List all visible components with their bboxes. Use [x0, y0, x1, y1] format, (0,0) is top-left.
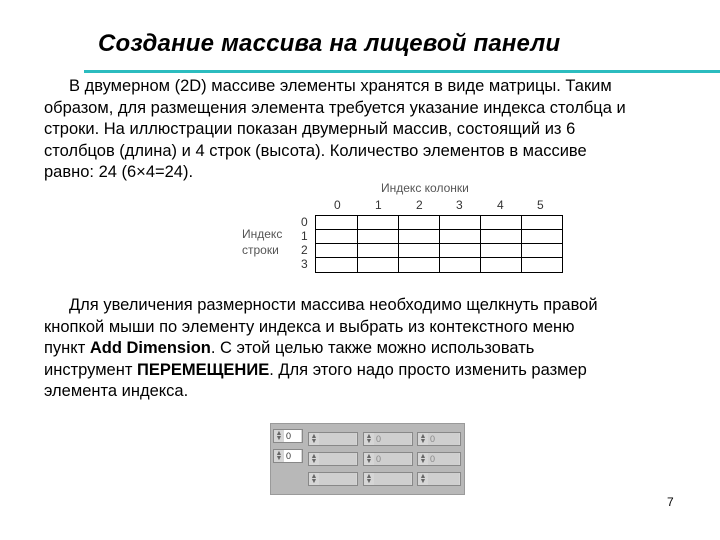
intro-paragraph — [44, 76, 684, 184]
row-index-3: 3 — [301, 257, 308, 271]
dim-line-4-pre: инструмент — [44, 360, 137, 379]
array-control-panel — [270, 423, 465, 495]
array-cell[interactable]: ▲ ▼ 0 — [417, 452, 461, 466]
index-control-2[interactable] — [273, 449, 303, 463]
array-cell[interactable]: ▲ ▼ 0 — [363, 452, 413, 466]
array-cell[interactable] — [363, 472, 413, 486]
spin-arrows-icon: ▲ ▼ — [419, 453, 427, 465]
row-index-label-2: строки — [242, 243, 279, 257]
array-grid — [315, 215, 563, 273]
intro-line-3: строки. На иллюстрации показан двумерный массив, состоящий из 6 — [44, 120, 576, 138]
array-cell[interactable] — [308, 432, 358, 446]
dim-line-2: кнопкой мыши по элементу индекса и выбрать из контекстного меню — [44, 317, 575, 336]
spin-arrows-icon: ▲ ▼ — [310, 433, 318, 445]
array-cell[interactable] — [417, 472, 461, 486]
spin-arrows-icon: ▲ ▼ — [310, 453, 318, 465]
slide-title: Создание массива на лицевой панели — [98, 30, 561, 57]
column-index-1: 1 — [375, 198, 382, 212]
spin-arrows-icon[interactable]: ▲ ▼ — [275, 450, 283, 462]
move-tool-term: ПЕРЕМЕЩЕНИЕ — [136, 360, 270, 379]
intro-line-5: равно: 24 (6×4=24). — [44, 163, 194, 181]
column-index-3: 3 — [456, 198, 463, 212]
spin-arrows-icon: ▲ ▼ — [310, 473, 318, 485]
dim-line-3-pre: пункт — [44, 339, 90, 357]
dim-line-1: Для увеличения размерности массива необходимо щелкнуть правой — [69, 296, 598, 314]
index-value-1[interactable]: 0 — [284, 430, 301, 442]
intro-line-4: столбцов (длина) и 4 строк (высота). Количество элементов в массиве — [44, 141, 587, 160]
array-cell[interactable] — [308, 452, 358, 466]
spin-arrows-icon: ▲ ▼ — [365, 453, 373, 465]
column-index-2: 2 — [416, 198, 423, 212]
row-index-0: 0 — [301, 215, 308, 229]
spin-arrows-icon[interactable]: ▲ ▼ — [275, 430, 283, 442]
row-index-1: 1 — [301, 229, 308, 243]
spin-arrows-icon: ▲ ▼ — [419, 433, 427, 445]
column-index-5: 5 — [537, 198, 544, 212]
spin-arrows-icon: ▲ ▼ — [419, 473, 427, 485]
page-number: 7 — [667, 495, 674, 509]
dim-line-4-post: . Для этого надо просто изменить размер — [269, 360, 587, 379]
title-underline — [84, 70, 720, 73]
index-value-2[interactable]: 0 — [284, 450, 301, 462]
index-control-1[interactable] — [273, 429, 303, 443]
add-dimension-term: Add Dimension — [89, 339, 211, 357]
column-index-4: 4 — [497, 198, 504, 212]
dimension-paragraph — [44, 295, 684, 403]
array-cell[interactable] — [308, 472, 358, 486]
dim-line-3-post: . С этой целью также можно использовать — [210, 339, 535, 357]
array-cell[interactable]: ▲ ▼ 0 — [417, 432, 461, 446]
row-index-label-1: Индекс — [242, 227, 283, 241]
column-index-label: Индекс колонки — [381, 181, 469, 195]
intro-line-1: В двумерном (2D) массиве элементы хранятся в виде матрицы. Таким — [69, 77, 612, 95]
spin-arrows-icon: ▲ ▼ — [365, 433, 373, 445]
spin-arrows-icon: ▲ ▼ — [365, 473, 373, 485]
column-index-0: 0 — [334, 198, 341, 212]
dim-line-5: элемента индекса. — [44, 382, 189, 400]
array-cell[interactable]: ▲ ▼ 0 — [363, 432, 413, 446]
row-index-2: 2 — [301, 243, 308, 257]
intro-line-2: образом, для размещения элемента требуется указание индекса столбца и — [44, 98, 626, 117]
